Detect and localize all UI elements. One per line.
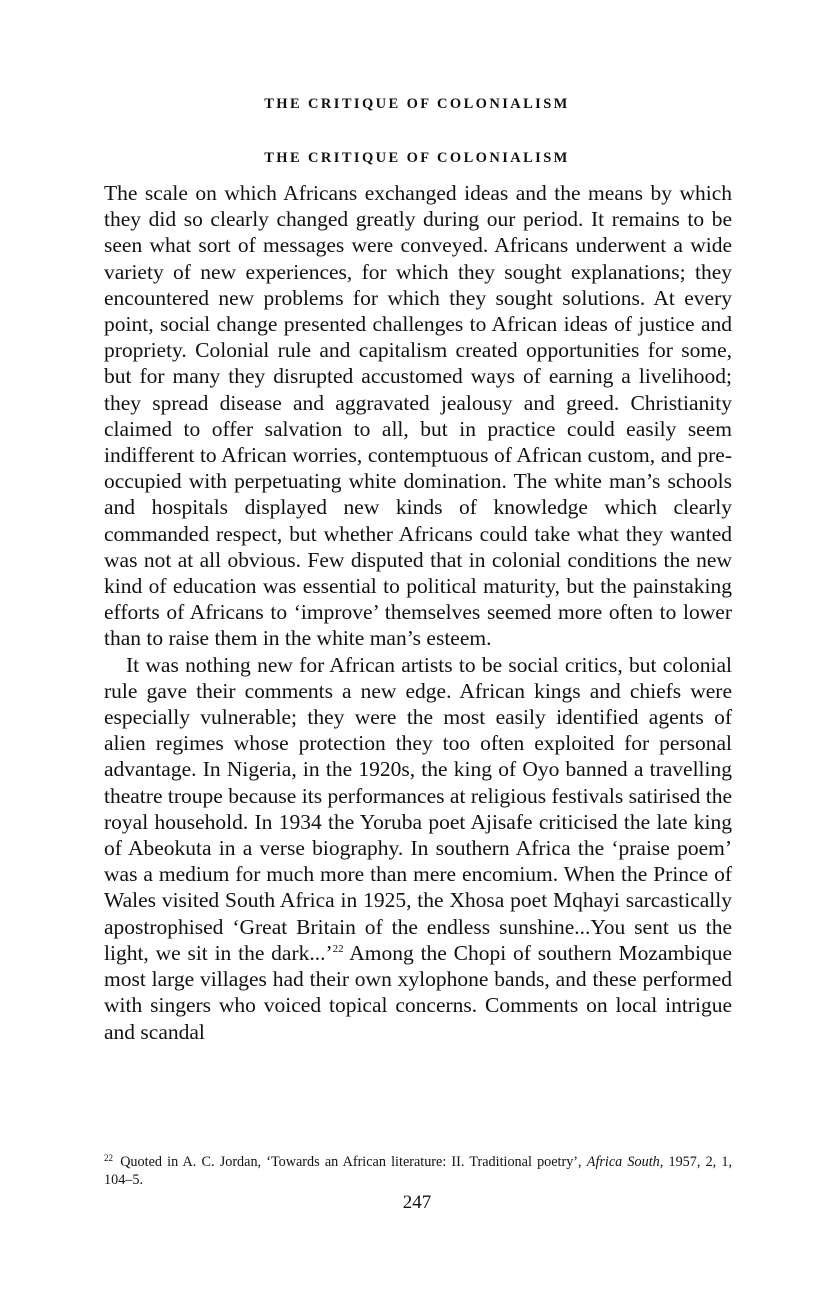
- paragraph-1: The scale on which Africans exchanged ideas and the means by which they did so clearly changed greatly during our period. It remains to be seen what sort of messages were conveyed. Africans underwent a wide variety of new experiences, for which they sought explanations; they encountered new problems for which they sought solutions. At every point, social change presented challenges to African ideas of justice and propriety. Colonial rule and capitalism created opportunities for some, but for many they disrupted accustomed ways of earning a livelihood; they spread disease and aggravated jealousy and greed. Christianity claimed to offer salvation to all, but in practice could easily seem indifferent to African worries, contemptuous of African custom, and pre-occupied with perpetuating white domination. The white man’s schools and hospitals displayed new kinds of knowledge which clearly commanded respect, but whether Africans could take what they wanted was not at all obvious. Few disputed that in colonial conditions the new kind of education was essential to political maturity, but the painstaking efforts of Africans to ‘improve’ themselves seemed more often to lower than to raise them in the white man’s esteem.: [104, 181, 732, 651]
- body-text: [104, 180, 732, 1045]
- paragraph-2-text-end: Among the Chopi of southern Mozambique most large villages had their own xylophone bands, and these performed with singers who voiced topical concerns. Comments on local intrigue and scandal: [104, 940, 732, 1044]
- footnote-journal: Africa South,: [586, 1154, 664, 1170]
- footnote-text: Quoted in A. C. Jordan, ‘Towards an African literature: II. Traditional poetry’,: [120, 1154, 582, 1170]
- page-number: 247: [402, 1192, 432, 1213]
- footnote-number: 22: [104, 1153, 113, 1163]
- section-title: THE CRITIQUE OF COLONIALISM: [264, 150, 570, 166]
- paragraph-2: [104, 652, 732, 1045]
- footnote-reference: 22: [332, 942, 344, 955]
- footnote: [104, 1153, 732, 1189]
- running-head: THE CRITIQUE OF COLONIALISM: [264, 96, 570, 112]
- footnote-citation: 1957, 2, 1, 104–5.: [104, 1154, 733, 1188]
- paragraph-2-text-start: It was nothing new for African artists to be social critics, but colonial rule gave their comments a new edge. African kings and chiefs were especially vulnerable; they were the most easily identified agents of alien regimes whose protection they too often exploited for personal advantage. In Nigeria, in the 1920s, the king of Oyo banned a travelling theatre troupe because its performances at religious festivals satirised the royal household. In 1934 the Yoruba poet Ajisafe criticised the late king of Abeokuta in a verse biography. In southern Africa the ‘praise poem’ was a medium for much more than mere encomium. When the Prince of Wales visited South Africa in 1925, the Xhosa poet Mqhayi sarcastically apostrophised ‘Great Britain of the endless sunshine...You sent us the light, we sit in the dark...’: [104, 652, 732, 965]
